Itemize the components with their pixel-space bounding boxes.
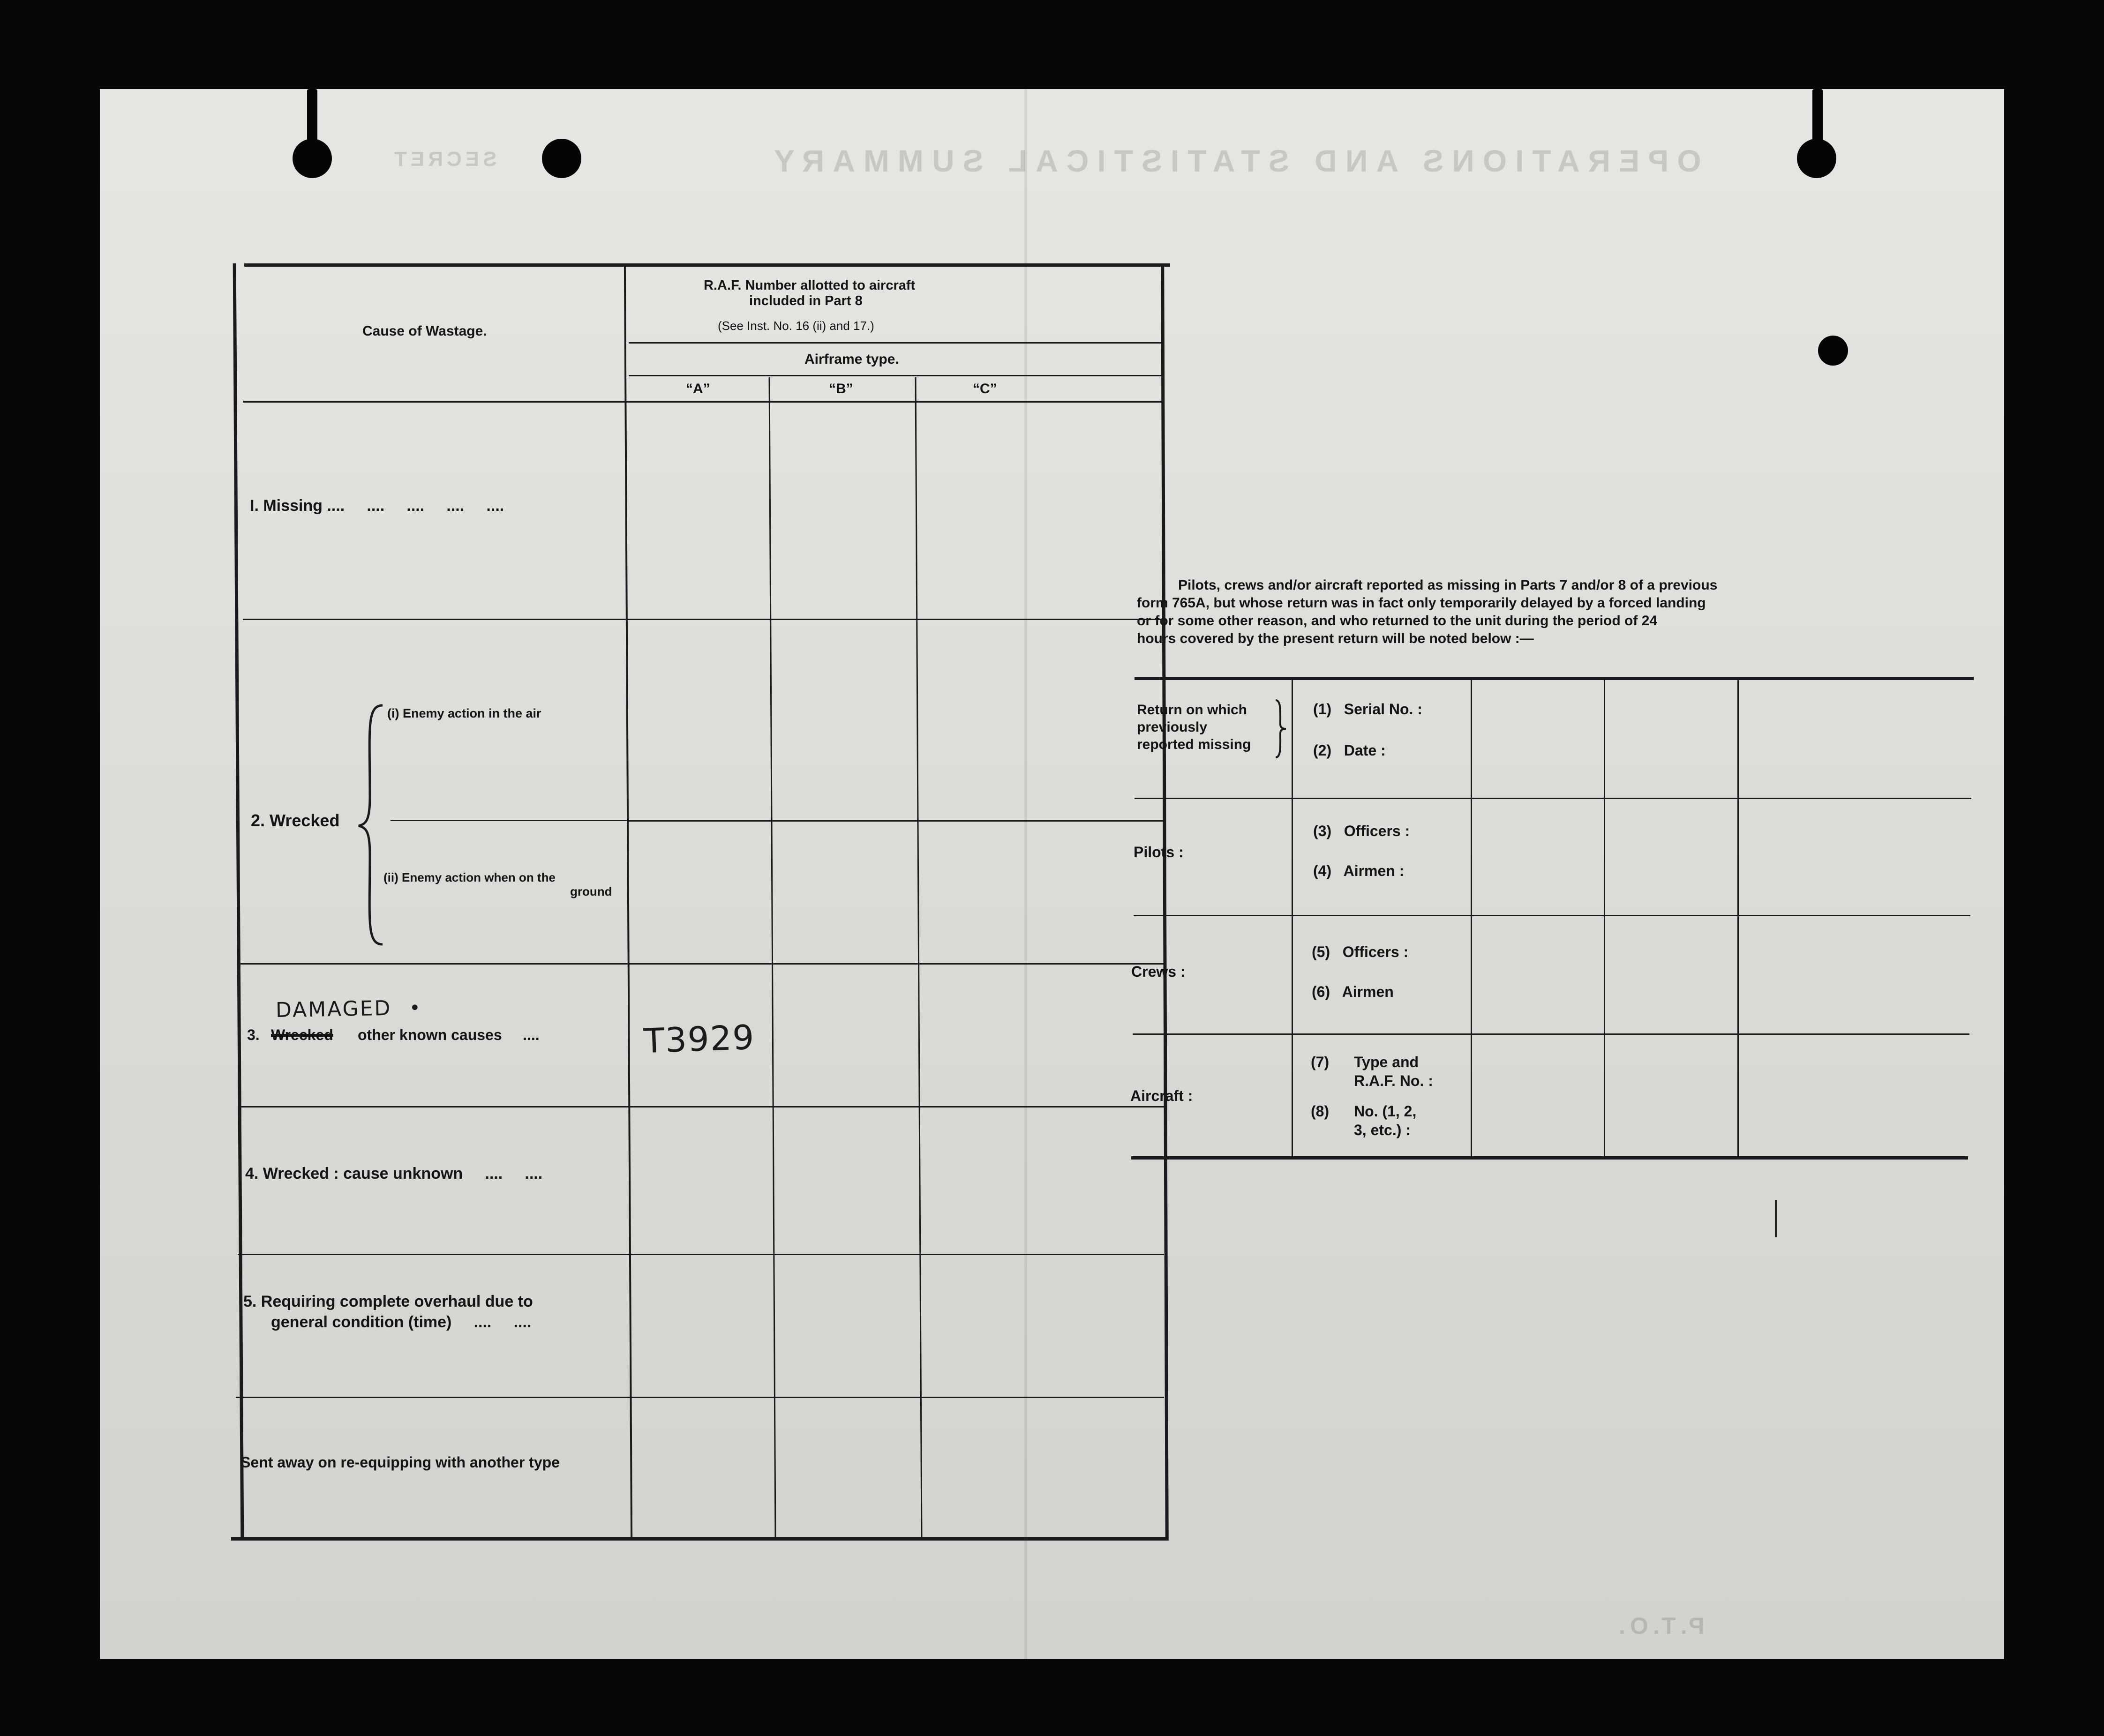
crews-label: Crews :	[1131, 963, 1186, 980]
row-rule-wrecked-sub	[391, 820, 627, 821]
raf-header-line3: (See Inst. No. 16 (ii) and 17.)	[718, 319, 874, 333]
item-crew-officers: (5) Officers :	[1312, 943, 1409, 960]
item-pilot-officers: (3) Officers :	[1313, 823, 1410, 839]
right-rule-top	[1135, 677, 1974, 680]
row-wrecked: 2. Wrecked	[251, 811, 340, 830]
header-rule-2	[629, 375, 1164, 376]
right-col-divider-3	[1604, 679, 1605, 1158]
bleed-footer	[1614, 1612, 1704, 1639]
punch-hole-2	[542, 139, 581, 178]
bleed-footer-text: P.T.O.	[1614, 1613, 1705, 1639]
col-a-label: “A”	[686, 381, 710, 397]
aircraft-label: Aircraft :	[1130, 1087, 1193, 1104]
table-border-right	[1161, 263, 1169, 1541]
table-col-divider-ab	[769, 377, 776, 1537]
table-col-divider-bc	[915, 377, 923, 1537]
item-serial-no: (1) Serial No. :	[1313, 701, 1422, 718]
pilots-label: Pilots :	[1134, 844, 1184, 861]
row3-struck: Wrecked	[271, 1026, 333, 1043]
item8-line2: 3, etc.) :	[1354, 1122, 1411, 1138]
row-rule-1	[243, 619, 1164, 620]
item7-number: (7)	[1311, 1054, 1330, 1070]
row3-prefix: 3.	[247, 1026, 260, 1043]
handwritten-damaged: DAMAGED	[275, 996, 392, 1023]
handwritten-serial: T3929	[643, 1017, 756, 1061]
bleed-header-text: OPERATIONS AND STATISTICAL SUMMARY	[766, 143, 1701, 178]
row-wrecked-unknown: 4. Wrecked : cause unknown .... ....	[245, 1165, 543, 1182]
item-crew-airmen: (6) Airmen	[1312, 983, 1394, 1000]
table-border-left	[233, 263, 244, 1541]
punch-hole-small	[1818, 336, 1848, 366]
item-date: (2) Date :	[1313, 742, 1386, 759]
bleed-header	[766, 143, 1701, 179]
row-rule-5	[238, 1254, 1164, 1255]
item-pilot-airmen: (4) Airmen :	[1313, 862, 1405, 879]
pen-mark	[1775, 1200, 1777, 1237]
intro-line3: or for some other reason, and who returned to the unit during the period of 24	[1137, 613, 1658, 629]
cause-header: Cause of Wastage.	[362, 323, 487, 339]
right-rule-1	[1135, 798, 1971, 799]
punch-hole-left	[293, 139, 332, 178]
right-col-divider-2	[1471, 679, 1472, 1158]
bleed-secret-text: SECRET	[391, 148, 497, 171]
row-rule-6	[236, 1397, 1164, 1398]
row-sent-away: Sent away on re-equipping with another type	[240, 1454, 560, 1471]
airframe-type-label: Airframe type.	[804, 352, 899, 367]
fold-line	[1024, 89, 1027, 1659]
row-overhaul-line1: 5. Requiring complete overhaul due to	[243, 1293, 533, 1310]
col-c-label: “C”	[973, 381, 997, 397]
row-overhaul-line2: general condition (time) .... ....	[271, 1313, 532, 1331]
col-b-label: “B”	[829, 381, 853, 397]
row3-rest: other known causes ....	[358, 1026, 540, 1043]
return-label-3: reported missing	[1137, 737, 1251, 752]
table-border-bottom	[231, 1537, 1166, 1541]
raf-header-line2: included in Part 8	[749, 293, 863, 308]
item7-line2: R.A.F. No. :	[1354, 1072, 1433, 1089]
return-brace	[1272, 698, 1291, 759]
handwritten-dot: •	[409, 997, 421, 1019]
item8-number: (8)	[1311, 1103, 1330, 1120]
wrecked-brace	[357, 703, 390, 947]
row-rule-2	[629, 820, 1164, 822]
header-rule-1	[629, 342, 1164, 344]
row-missing: I. Missing .... .... .... .... ....	[250, 497, 504, 515]
item8-line1: No. (1, 2,	[1354, 1103, 1417, 1120]
right-rule-2	[1134, 915, 1970, 916]
right-col-divider-4	[1737, 679, 1739, 1158]
punch-hole-right	[1797, 139, 1836, 178]
return-label-1: Return on which	[1137, 702, 1247, 718]
table-border-top	[244, 263, 1170, 267]
raf-header-line1: R.A.F. Number allotted to aircraft	[704, 278, 916, 293]
item7-line1: Type and	[1354, 1054, 1419, 1070]
header-rule-4	[629, 401, 1164, 403]
sub-enemy-air: (i) Enemy action in the air	[387, 706, 541, 720]
intro-line1: Pilots, crews and/or aircraft reported as missing in Parts 7 and/or 8 of a previous	[1178, 577, 1718, 593]
table-col-divider-cause	[624, 263, 632, 1538]
intro-line2: form 765A, but whose return was in fact only temporarily delayed by a forced landing	[1137, 595, 1706, 611]
row-rule-4	[239, 1106, 1164, 1107]
right-col-divider-1	[1292, 679, 1293, 1158]
row-rule-3	[240, 963, 1164, 965]
intro-line4: hours covered by the present return will be noted below :—	[1137, 631, 1534, 646]
right-rule-3	[1133, 1033, 1969, 1035]
bleed-secret	[391, 148, 496, 171]
document-sheet	[100, 89, 2004, 1659]
sub-enemy-ground-2: ground	[570, 884, 612, 898]
return-label-2: previously	[1137, 719, 1208, 735]
sub-enemy-ground-1: (ii) Enemy action when on the	[383, 870, 556, 884]
right-rule-bottom	[1131, 1156, 1968, 1160]
